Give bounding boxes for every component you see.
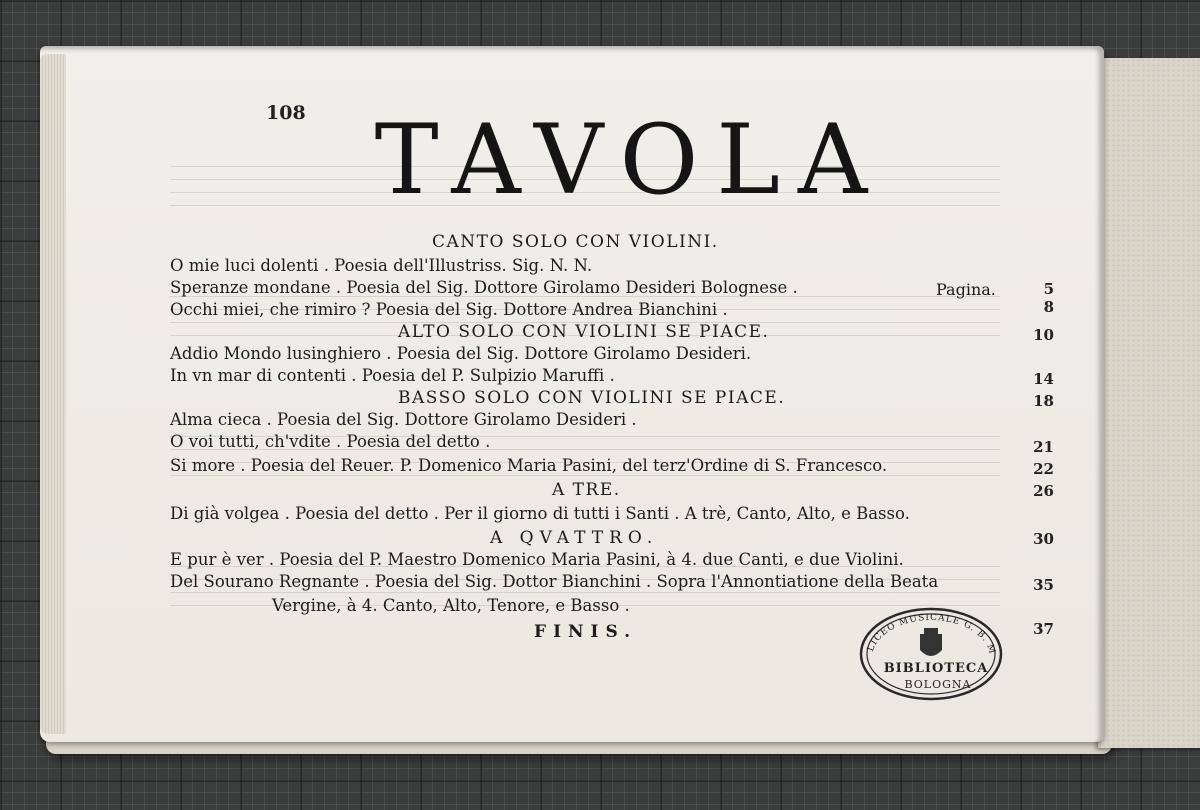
toc-page-number: 8 [1043,298,1054,316]
toc-page-number: 21 [1033,438,1054,456]
toc-page-number: 14 [1033,370,1054,388]
svg-text:BOLOGNA: BOLOGNA [904,678,972,691]
toc-entry: O voi tutti, ch'vdite . Poesia del detto . [170,432,491,451]
finis-label: FINIS. [534,622,638,642]
pagina-label: Pagina. [936,280,996,299]
library-stamp [858,606,1004,702]
toc-page-number: 37 [1033,620,1054,638]
toc-page-number: 30 [1033,530,1054,548]
svg-text:LICEO MUSICALE G. B. MARTINI: LICEO MUSICALE G. B. M [866,612,997,656]
toc-entry: Vergine, à 4. Canto, Alto, Tenore, e Basso . [272,596,630,615]
toc-page-number: 18 [1033,392,1054,410]
page-number: 108 [266,102,306,124]
toc-page-number: 10 [1033,326,1054,344]
section-heading: BASSO SOLO CON VIOLINI SE PIACE. [398,388,786,408]
toc-page-number: 35 [1033,576,1054,594]
svg-text:BIBLIOTECA: BIBLIOTECA [883,661,989,676]
page-title: TAVOLA [374,104,886,216]
section-heading: CANTO SOLO CON VIOLINI. [432,232,719,252]
section-heading: A TRE. [552,480,621,500]
toc-entry: E pur è ver . Poesia del P. Maestro Domenico Maria Pasini, à 4. due Canti, e due Violini. [170,550,904,569]
toc-entry: Addio Mondo lusinghiero . Poesia del Sig. Dottore Girolamo Desideri. [170,344,752,363]
section-heading: ALTO SOLO CON VIOLINI SE PIACE. [398,322,770,342]
toc-entry: In vn mar di contenti . Poesia del P. Sulpizio Maruffi . [170,366,615,385]
section-heading: A QVATTRO. [490,528,659,548]
book-page [40,46,1104,742]
toc-entry: Del Sourano Regnante . Poesia del Sig. Dottor Bianchini . Sopra l'Annontiatione della Beata [170,572,939,591]
toc-entry: Occhi miei, che rimiro ? Poesia del Sig. Dottore Andrea Bianchini . [170,300,728,319]
toc-entry: O mie luci dolenti . Poesia dell'Illustriss. Sig. N. N. [170,256,593,275]
toc-page-number: 5 [1043,280,1054,298]
toc-page-number: 26 [1033,482,1054,500]
toc-entry: Di già volgea . Poesia del detto . Per il giorno di tutti i Santi . A trè, Canto, Alto, e Basso. [170,504,910,523]
facing-page-edge [1098,58,1200,748]
toc-entry: Si more . Poesia del Reuer. P. Domenico Maria Pasini, del terz'Ordine di S. Francesco. [170,456,888,475]
stamp-seal-icon [858,606,1004,702]
toc-entry: Alma cieca . Poesia del Sig. Dottore Girolamo Desideri . [170,410,637,429]
toc-page-number: 22 [1033,460,1054,478]
toc-entry: Speranze mondane . Poesia del Sig. Dottore Girolamo Desideri Bolognese . [170,278,798,297]
